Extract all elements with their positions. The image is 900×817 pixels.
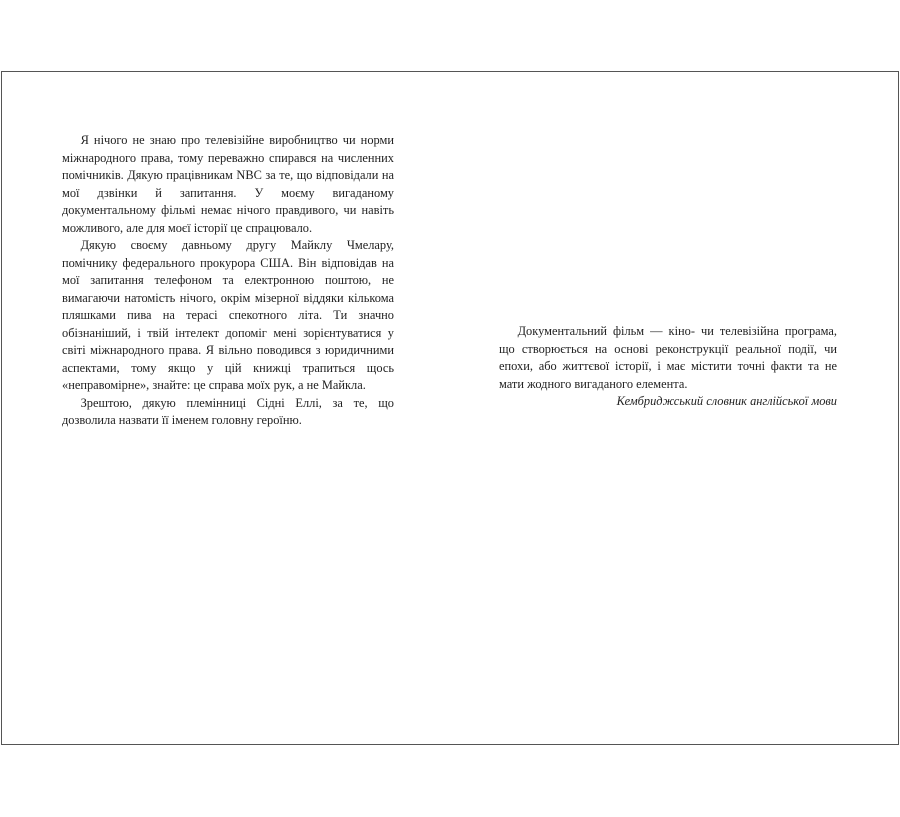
epigraph-source: Кембриджський словник англійської мови xyxy=(616,394,837,408)
right-page xyxy=(499,323,837,411)
acknowledgement-paragraph-2: Дякую своєму давньому другу Майклу Чмелару, помічнику федерального прокурора США. Він відповідав на мої запитання телефоном та електронною поштою, не вимагаючи натомість нічого, окрім мізерної віддяки кількома пляшками пива на терасі спекотного літа. Ти значно обізнаніший, і твій інтелект допоміг мені зорієнтуватися у світі міжнародного права. Я вільно поводився з юридичними аспектами, тому якщо у цій книжці трапиться щось «неправомірне», знайте: це справа моїх рук, а не Майкла. xyxy=(62,238,394,392)
epigraph-text: Документальний фільм — кіно- чи телевізійна програма, що створюється на основі реконструкції реальної події, чи епохи, або життєвої історії, і має містити точні факти та не мати жодного вигаданого елемента. xyxy=(499,324,837,391)
acknowledgement-paragraph-1: Я нічого не знаю про телевізійне виробництво чи норми міжнародного права, тому переважно спирався на численних помічників. Дякую працівникам NBC за те, що відповідали на мої дзвінки й запитання. У моєму вигаданому документальному фільмі немає нічого правдивого, чи навіть можливого, але для моєї історії це спрацювало. xyxy=(62,133,394,235)
acknowledgement-paragraph-3: Зрештою, дякую племінниці Сідні Еллі, за те, що дозволила назвати її іменем головну героїню. xyxy=(62,395,394,427)
book-spread xyxy=(1,71,899,745)
left-page xyxy=(62,132,394,430)
